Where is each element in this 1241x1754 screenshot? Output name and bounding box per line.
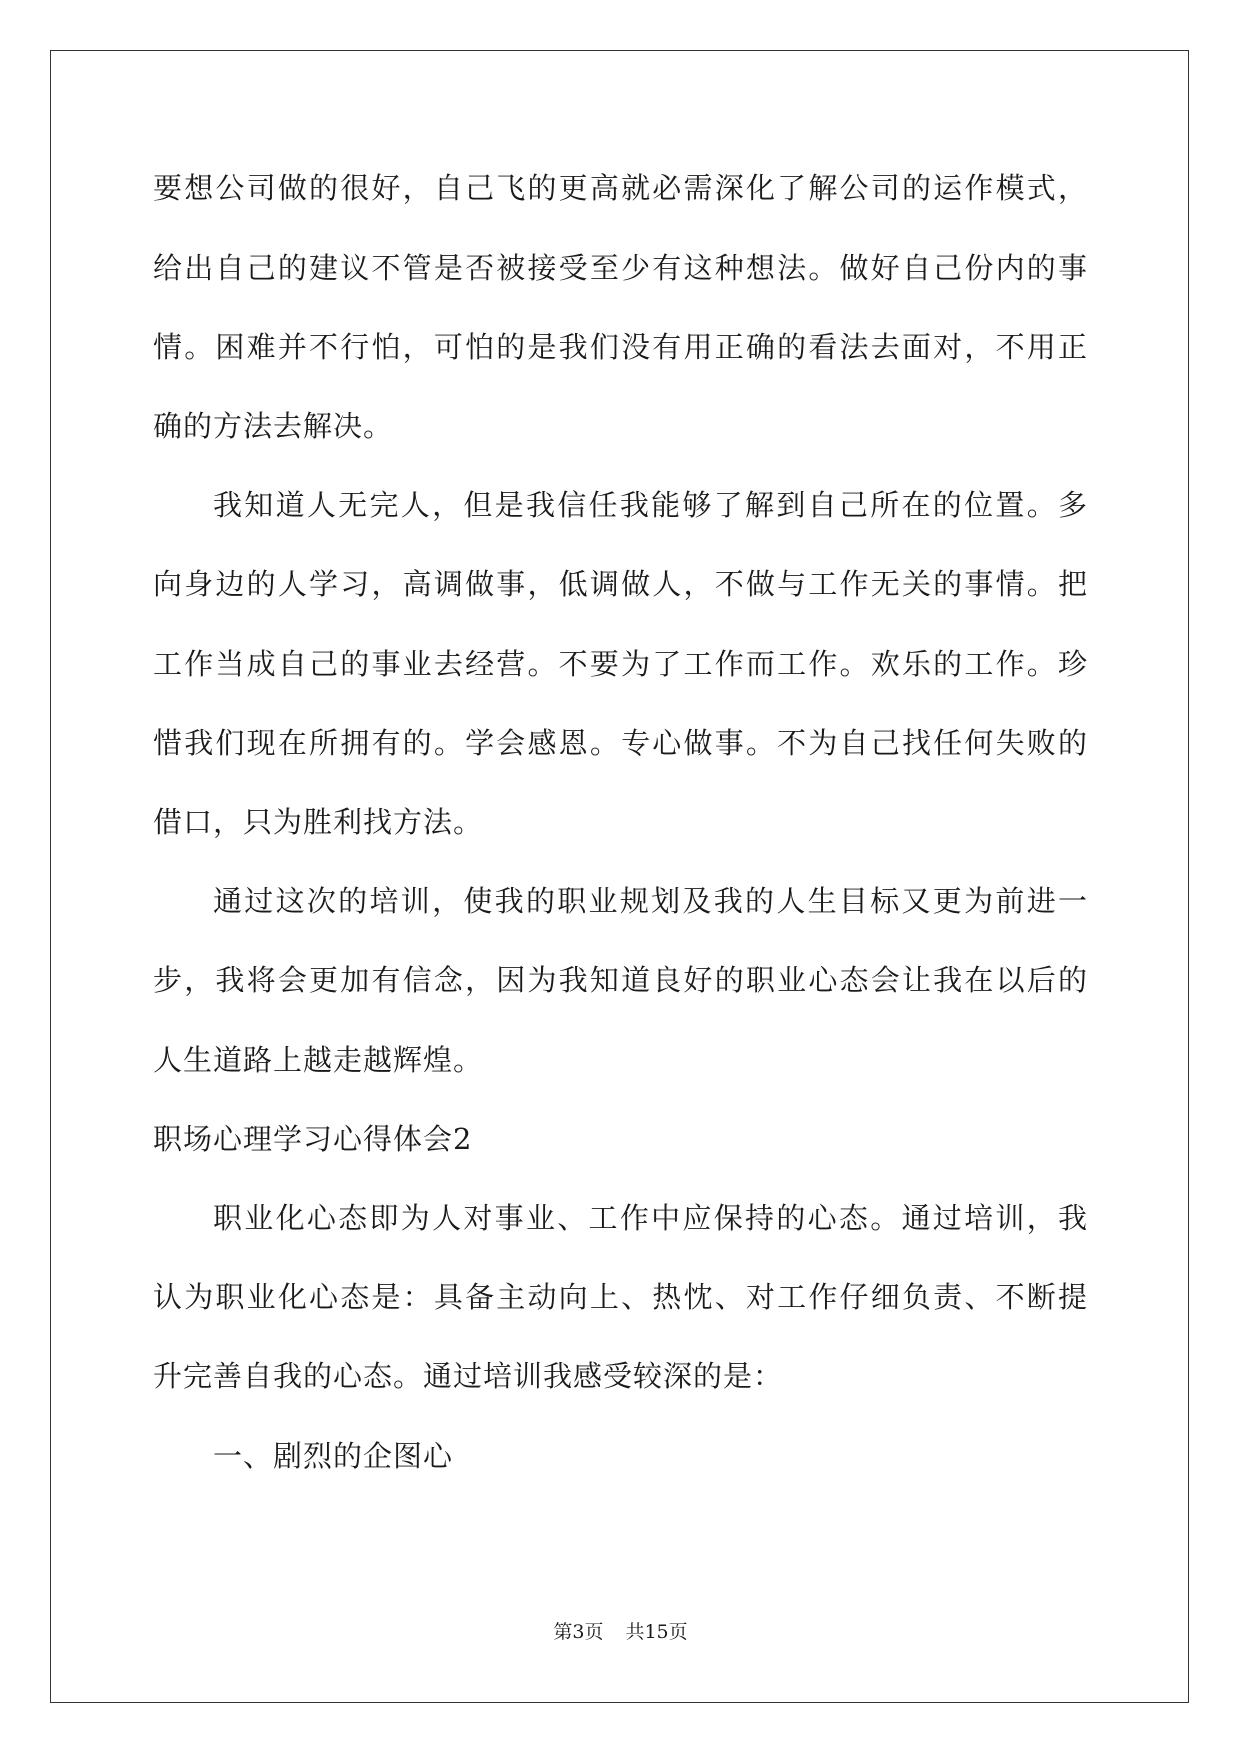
body-line: 要想公司做的很好，自己飞的更高就必需深化了解公司的运作模式， [153, 171, 1088, 205]
body-line: 给出自己的建议不管是否被接受至少有这种想法。做好自己份内的事 [153, 251, 1088, 285]
body-line: 人生道路上越走越辉煌。 [153, 1043, 484, 1077]
subheading: 一、剧烈的企图心 [213, 1439, 454, 1473]
page-footer [0, 1620, 1241, 1644]
body-line: 我知道人无完人，但是我信任我能够了解到自己所在的位置。多 [213, 488, 1088, 522]
body-line: 步，我将会更加有信念，因为我知道良好的职业心态会让我在以后的 [153, 963, 1088, 997]
body-line: 确的方法去解决。 [153, 409, 394, 443]
body-line: 借口，只为胜利找方法。 [153, 805, 484, 839]
body-line: 通过这次的培训，使我的职业规划及我的人生目标又更为前进一 [213, 884, 1088, 918]
page-number: 第3页 [553, 1621, 604, 1643]
section-heading: 职场心理学习心得体会2 [153, 1122, 473, 1156]
page-total: 共15页 [625, 1621, 688, 1643]
body-line: 工作当成自己的事业去经营。不要为了工作而工作。欢乐的工作。珍 [153, 647, 1088, 681]
body-line: 认为职业化心态是：具备主动向上、热忱、对工作仔细负责、不断提 [153, 1280, 1088, 1314]
body-line: 情。困难并不行怕，可怕的是我们没有用正确的看法去面对，不用正 [153, 330, 1088, 364]
body-line: 惜我们现在所拥有的。学会感恩。专心做事。不为自己找任何失败的 [153, 726, 1088, 760]
body-line: 升完善自我的心态。通过培训我感受较深的是： [153, 1359, 784, 1393]
body-line: 向身边的人学习，高调做事，低调做人，不做与工作无关的事情。把 [153, 567, 1088, 601]
body-line: 职业化心态即为人对事业、工作中应保持的心态。通过培训，我 [213, 1201, 1088, 1235]
